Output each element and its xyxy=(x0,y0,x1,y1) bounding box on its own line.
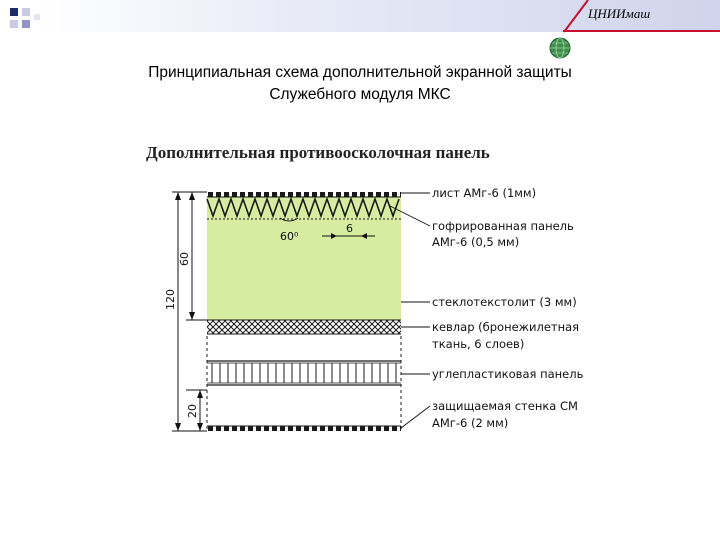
pitch-label: 6 xyxy=(346,222,353,235)
slide-title-line-1: Принципиальная схема дополнительной экранной защиты xyxy=(148,64,572,81)
carbon-panel-layer xyxy=(207,361,401,385)
label-corrugated-2: АМг-6 (0,5 мм) xyxy=(432,235,520,249)
dim-lower: 20 xyxy=(186,404,199,418)
label-kevlar-1: кевлар (бронежилетная xyxy=(432,320,580,334)
dim-total: 120 xyxy=(164,289,177,310)
slide-title-line-2: Служебного модуля МКС xyxy=(269,86,451,103)
protected-wall-layer xyxy=(207,426,401,431)
diagram-title: Дополнительная противоосколочная панель xyxy=(146,143,490,162)
label-protected-wall-2: АМг-6 (2 мм) xyxy=(432,416,509,430)
kevlar-layer xyxy=(207,320,401,334)
label-corrugated-1: гофрированная панель xyxy=(432,219,574,233)
angle-label: 60⁰ xyxy=(280,230,299,243)
label-kevlar-2: ткань, 6 слоев) xyxy=(432,337,525,351)
label-protected-wall-1: защищаемая стенка СМ xyxy=(432,399,578,413)
label-top-sheet: лист АМг-6 (1мм) xyxy=(432,186,537,200)
label-carbon-panel: углепластиковая панель xyxy=(432,367,584,381)
logo-text: ЦНИИмаш xyxy=(588,6,651,21)
top-sheet-layer xyxy=(207,192,401,197)
dim-upper: 60 xyxy=(178,252,191,266)
label-glass-textolite: стеклотекстолит (3 мм) xyxy=(432,295,577,309)
